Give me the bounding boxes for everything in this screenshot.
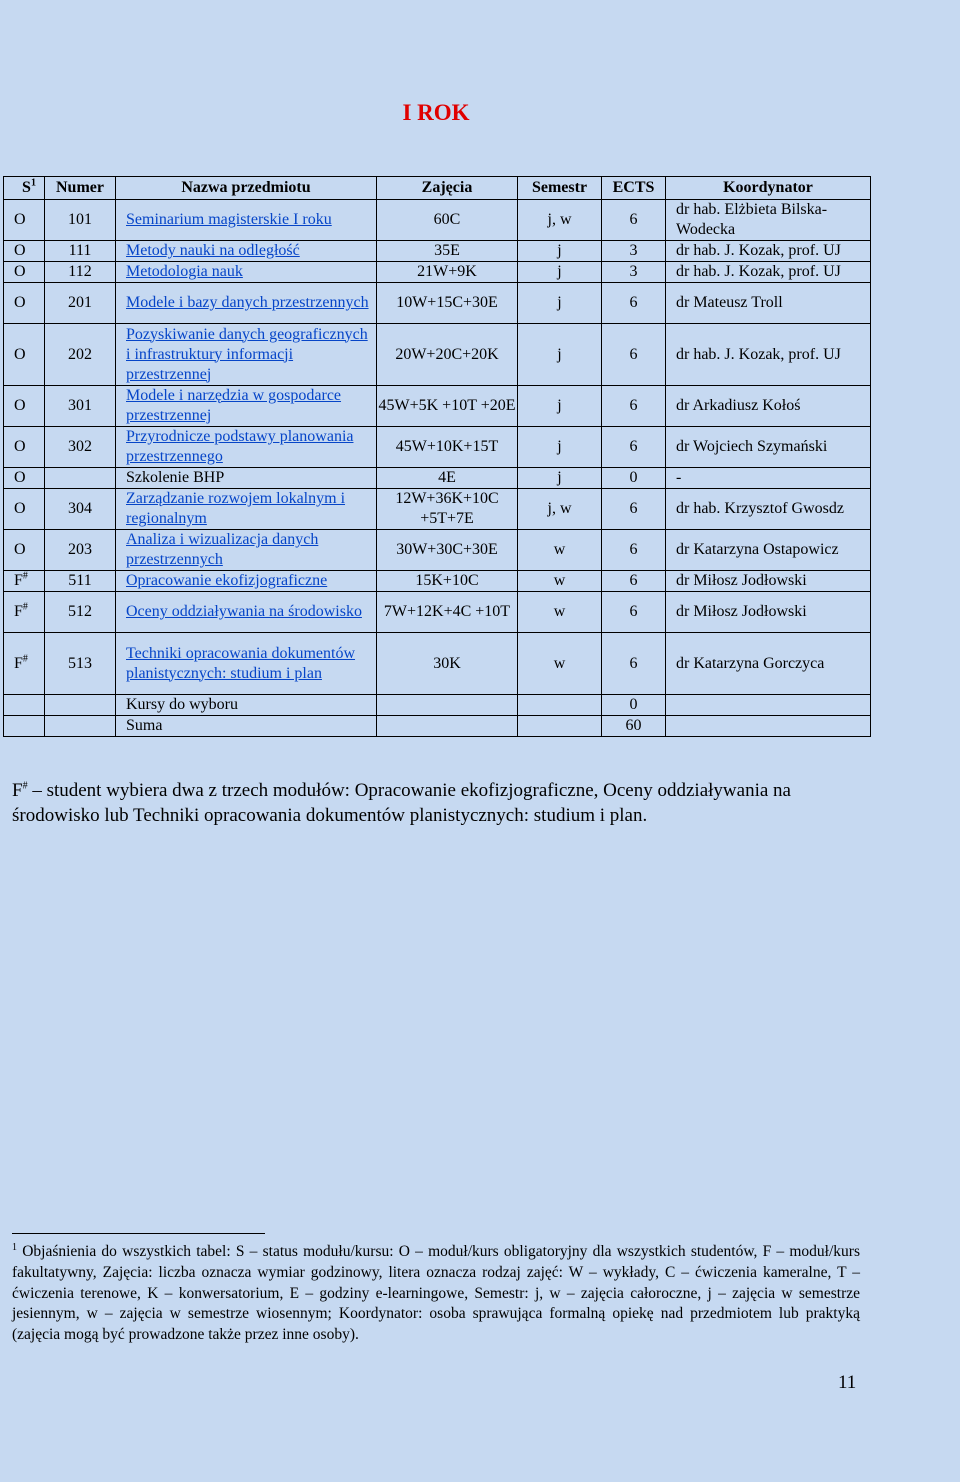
table-row	[4, 241, 871, 262]
cell-semestr: j	[518, 468, 602, 489]
cell-koordynator: dr Mateusz Troll	[666, 283, 871, 324]
cell-zajecia: 21W+9K	[377, 262, 518, 283]
cell-status	[4, 633, 45, 695]
table-row	[4, 571, 871, 592]
cell-semestr: w	[518, 571, 602, 592]
status-value: O	[14, 242, 26, 259]
cell-semestr: j, w	[518, 489, 602, 530]
cell-empty	[666, 695, 871, 716]
status-value: O	[14, 438, 26, 455]
cell-status	[4, 571, 45, 592]
note-marker-sup: #	[22, 780, 28, 792]
cell-zajecia: 30K	[377, 633, 518, 695]
cell-ects: 3	[602, 262, 666, 283]
cell-zajecia: 12W+36K+10C +5T+7E	[377, 489, 518, 530]
elective-note	[12, 778, 867, 828]
status-value: O	[14, 397, 26, 414]
cell-empty	[377, 716, 518, 737]
cell-numer: 512	[45, 592, 116, 633]
cell-semestr: j	[518, 386, 602, 427]
cell-zajecia: 7W+12K+4C +10T	[377, 592, 518, 633]
cell-zajecia: 15K+10C	[377, 571, 518, 592]
cell-numer: 301	[45, 386, 116, 427]
table-row	[4, 262, 871, 283]
header-zajecia: Zajęcia	[377, 177, 518, 200]
course-link[interactable]: Oceny oddziaływania na środowisko	[126, 603, 362, 620]
table-row	[4, 200, 871, 241]
cell-status	[4, 468, 45, 489]
footnote-text: Objaśnienia do wszystkich tabel: S – status modułu/kursu: O – moduł/kurs obligatoryjny dla wszystkich studentów, F – moduł/kurs fakultatywny, Zajęcia: liczba oznacza wymiar godzinowy, litera oznacza rodzaj zajęć: W – wykłady, C – ćwiczenia kameralne, T – ćwiczenia terenowe, K – konwersatorium, E – godziny e-learningowe, Semestr: j, w – zajęcia całoroczne, j – zajęcia w semestrze jesiennym, w – zajęcia w semestrze wiosennym; Koordynator: osoba sprawująca formalną opiekę nad przedmiotem lub praktyką (zajęcia mogą być prowadzone także przez inne osoby).	[12, 1243, 860, 1344]
table-row	[4, 324, 871, 386]
table-row	[4, 427, 871, 468]
cell-empty	[45, 716, 116, 737]
cell-empty	[377, 695, 518, 716]
cell-semestr: w	[518, 530, 602, 571]
note-text: – student wybiera dwa z trzech modułów: Opracowanie ekofizjograficzne, Oceny oddziaływania na środowisko lub Techniki opracowania dokumentów planistycznych: studium i plan.	[12, 780, 791, 826]
header-koordynator: Koordynator	[666, 177, 871, 200]
elective-marker: #	[22, 653, 28, 665]
status-value: F	[14, 572, 23, 589]
cell-koordynator: dr Miłosz Jodłowski	[666, 571, 871, 592]
status-value: O	[14, 263, 26, 280]
cell-zajecia: 35E	[377, 241, 518, 262]
cell-ects: 6	[602, 633, 666, 695]
page-title: I ROK	[402, 100, 470, 125]
table-row-suma	[4, 716, 871, 737]
cell-koordynator: dr hab. Elżbieta Bilska-Wodecka	[666, 200, 871, 241]
cell-nazwa	[116, 571, 377, 592]
cell-zajecia: 45W+10K+15T	[377, 427, 518, 468]
table-row	[4, 468, 871, 489]
cell-status	[4, 283, 45, 324]
table-row-kursy	[4, 695, 871, 716]
cell-zajecia: 4E	[377, 468, 518, 489]
status-value: O	[14, 541, 26, 558]
courses-table	[3, 176, 871, 737]
cell-ects: 3	[602, 241, 666, 262]
course-link[interactable]: Seminarium magisterskie I roku	[126, 211, 332, 228]
cell-ects: 6	[602, 571, 666, 592]
cell-numer: 302	[45, 427, 116, 468]
cell-nazwa	[116, 386, 377, 427]
elective-marker: #	[22, 601, 28, 613]
cell-koordynator: dr Miłosz Jodłowski	[666, 592, 871, 633]
cell-status	[4, 489, 45, 530]
cell-semestr: j	[518, 283, 602, 324]
footnote	[12, 1242, 860, 1346]
cell-status	[4, 324, 45, 386]
cell-ects: 6	[602, 283, 666, 324]
course-link[interactable]: Zarządzanie rozwojem lokalnym i regionalnym	[126, 490, 346, 527]
course-link[interactable]: Opracowanie ekofizjograficzne	[126, 572, 328, 589]
cell-ects: 6	[602, 489, 666, 530]
table-row	[4, 283, 871, 324]
cell-ects: 6	[602, 427, 666, 468]
cell-numer: 111	[45, 241, 116, 262]
cell-zajecia: 20W+20C+20K	[377, 324, 518, 386]
cell-kursy-ects: 0	[602, 695, 666, 716]
status-value: F	[14, 603, 23, 620]
cell-semestr: j	[518, 241, 602, 262]
cell-semestr: j	[518, 262, 602, 283]
course-link[interactable]: Pozyskiwanie danych geograficznych i infrastruktury informacji przestrzennej	[126, 325, 368, 383]
cell-numer: 304	[45, 489, 116, 530]
cell-ects: 6	[602, 592, 666, 633]
table-row	[4, 489, 871, 530]
cell-numer: 513	[45, 633, 116, 695]
cell-semestr: w	[518, 592, 602, 633]
header-numer: Numer	[45, 177, 116, 200]
cell-numer: 203	[45, 530, 116, 571]
cell-status	[4, 200, 45, 241]
page-number: 11	[838, 1372, 857, 1393]
cell-koordynator: -	[666, 468, 871, 489]
cell-ects: 6	[602, 386, 666, 427]
cell-ects: 6	[602, 324, 666, 386]
cell-zajecia: 60C	[377, 200, 518, 241]
cell-koordynator: dr Wojciech Szymański	[666, 427, 871, 468]
cell-nazwa	[116, 427, 377, 468]
cell-empty	[4, 695, 45, 716]
status-value: O	[14, 500, 26, 517]
cell-koordynator: dr Arkadiusz Kołoś	[666, 386, 871, 427]
cell-nazwa	[116, 489, 377, 530]
cell-nazwa: Szkolenie BHP	[116, 468, 377, 489]
cell-ects: 6	[602, 530, 666, 571]
header-ects: ECTS	[602, 177, 666, 200]
cell-semestr: j	[518, 324, 602, 386]
cell-zajecia: 45W+5K +10T +20E	[377, 386, 518, 427]
cell-empty	[4, 716, 45, 737]
course-link[interactable]: Przyrodnicze podstawy planowania przestrzennego	[126, 428, 354, 465]
cell-nazwa	[116, 530, 377, 571]
cell-nazwa	[116, 200, 377, 241]
cell-semestr: j	[518, 427, 602, 468]
cell-koordynator: dr Katarzyna Gorczyca	[666, 633, 871, 695]
course-link[interactable]: Modele i bazy danych przestrzennych	[126, 294, 369, 311]
cell-zajecia: 10W+15C+30E	[377, 283, 518, 324]
header-nazwa: Nazwa przedmiotu	[116, 177, 377, 200]
header-status-label: S	[22, 179, 31, 196]
cell-numer: 101	[45, 200, 116, 241]
course-link[interactable]: Metody nauki na odległość	[126, 242, 300, 259]
cell-semestr: j, w	[518, 200, 602, 241]
cell-zajecia: 30W+30C+30E	[377, 530, 518, 571]
footnote-marker: 1	[12, 1241, 17, 1253]
table-row	[4, 592, 871, 633]
cell-numer	[45, 468, 116, 489]
cell-nazwa	[116, 283, 377, 324]
cell-suma-label: Suma	[116, 716, 377, 737]
cell-empty	[518, 695, 602, 716]
cell-status	[4, 530, 45, 571]
cell-nazwa	[116, 324, 377, 386]
table-row	[4, 386, 871, 427]
header-semestr: Semestr	[518, 177, 602, 200]
status-value: O	[14, 294, 26, 311]
cell-kursy-label: Kursy do wyboru	[116, 695, 377, 716]
cell-nazwa	[116, 262, 377, 283]
cell-status	[4, 262, 45, 283]
cell-nazwa	[116, 633, 377, 695]
course-link[interactable]: Analiza i wizualizacja danych przestrzennych	[126, 531, 319, 568]
cell-nazwa	[116, 241, 377, 262]
course-link[interactable]: Modele i narzędzia w gospodarce przestrzennej	[126, 387, 342, 424]
footnote-divider	[12, 1233, 265, 1234]
cell-empty	[666, 716, 871, 737]
cell-koordynator: dr hab. J. Kozak, prof. UJ	[666, 324, 871, 386]
elective-marker: #	[22, 570, 28, 582]
cell-suma-ects: 60	[602, 716, 666, 737]
cell-ects: 0	[602, 468, 666, 489]
note-marker: F	[12, 780, 23, 801]
cell-koordynator: dr hab. Krzysztof Gwosdz	[666, 489, 871, 530]
status-value: O	[14, 211, 26, 228]
cell-numer: 202	[45, 324, 116, 386]
status-value: O	[14, 345, 26, 363]
cell-status	[4, 241, 45, 262]
cell-numer: 511	[45, 571, 116, 592]
cell-empty	[45, 695, 116, 716]
cell-numer: 112	[45, 262, 116, 283]
cell-numer: 201	[45, 283, 116, 324]
header-status	[4, 177, 45, 200]
cell-empty	[518, 716, 602, 737]
cell-status	[4, 386, 45, 427]
cell-koordynator: dr hab. J. Kozak, prof. UJ	[666, 262, 871, 283]
cell-ects: 6	[602, 200, 666, 241]
status-value: F	[14, 654, 23, 672]
cell-status	[4, 427, 45, 468]
cell-koordynator: dr Katarzyna Ostapowicz	[666, 530, 871, 571]
footnote-ref[interactable]: 1	[30, 177, 36, 189]
table-header-row	[4, 177, 871, 200]
table-row	[4, 530, 871, 571]
status-value: O	[14, 469, 26, 486]
table-row	[4, 633, 871, 695]
course-link[interactable]: Techniki opracowania dokumentów planistycznych: studium i plan	[126, 644, 356, 682]
cell-koordynator: dr hab. J. Kozak, prof. UJ	[666, 241, 871, 262]
course-link[interactable]: Metodologia nauk	[126, 263, 243, 280]
cell-nazwa	[116, 592, 377, 633]
cell-semestr: w	[518, 633, 602, 695]
cell-status	[4, 592, 45, 633]
